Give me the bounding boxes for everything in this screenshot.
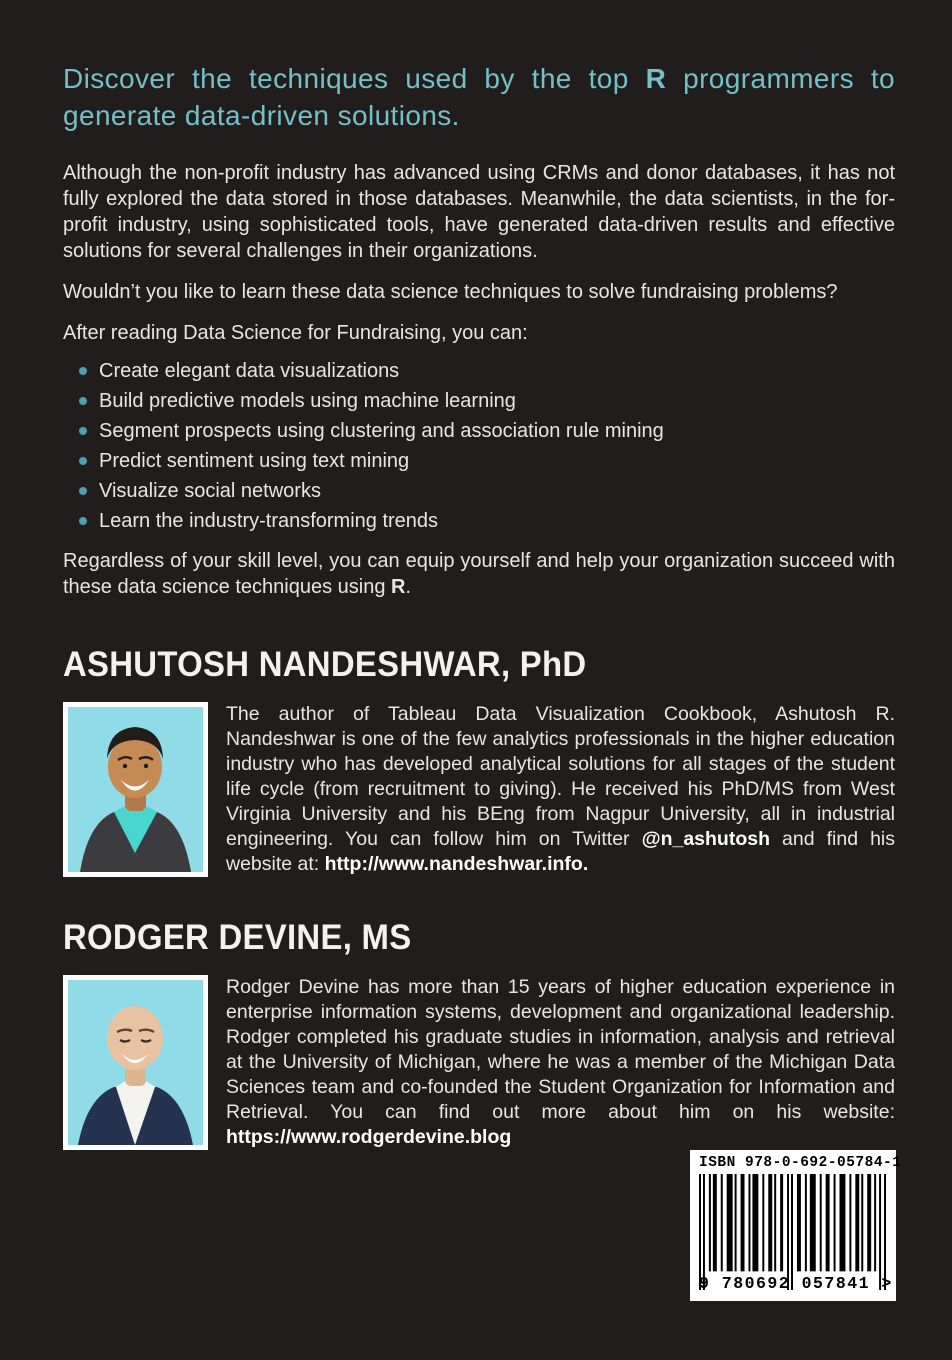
after-reading-line: After reading Data Science for Fundraising, you can: bbox=[63, 322, 528, 344]
list-item-label: Build predictive models using machine learning bbox=[99, 390, 516, 412]
list-item bbox=[63, 476, 895, 506]
list-item-label: Segment prospects using clustering and association rule mining bbox=[99, 420, 664, 442]
list-item-label: Visualize social networks bbox=[99, 480, 321, 502]
bullet-icon bbox=[79, 487, 87, 495]
tagline-heading bbox=[63, 60, 895, 134]
list-item bbox=[63, 416, 895, 446]
bio-text: Rodger Devine has more than 15 years of higher education experience in enterprise information systems, development and organizational leadership. Rodger completed his graduate studies in information, analysis and retrieval at the University of Michigan, where he was a member of the Michigan Data Sciences team and co-founded the Student Organization for Information and Retrieval. You can find out more about him on his website: bbox=[226, 976, 895, 1123]
list-item bbox=[63, 356, 895, 386]
closing-text-post: . bbox=[405, 576, 412, 598]
author-section-nandeshwar bbox=[63, 646, 895, 877]
question-line: Wouldn’t you like to learn these data science techniques to solve fundraising problems? bbox=[63, 281, 838, 303]
website-url: http://www.nandeshwar.info. bbox=[324, 853, 589, 875]
author-name-heading: RODGER DEVINE, MS bbox=[63, 918, 412, 957]
twitter-handle: @n_ashutosh bbox=[641, 828, 771, 850]
bullet-icon bbox=[79, 457, 87, 465]
list-item-label: Create elegant data visualizations bbox=[99, 360, 400, 382]
bio-text: and find his website at: bbox=[226, 828, 895, 875]
list-item bbox=[63, 446, 895, 476]
author-portrait-illustration bbox=[68, 980, 203, 1145]
bullet-icon bbox=[79, 367, 87, 375]
list-item-label: Learn the industry-transforming trends bbox=[99, 510, 439, 532]
bullet-icon bbox=[79, 517, 87, 525]
author-photo-devine bbox=[63, 975, 208, 1150]
intro-paragraph: Although the non-profit industry has advanced using CRMs and donor databases, it has not fully explored the data stored in those databases. Meanwhile, the data scientists, in the for-profit industry, using sophisticated tools, have generated data-driven results and effective solutions for several challenges in their organizations. bbox=[63, 162, 895, 262]
tagline-text-pre: Discover the techniques used by the top bbox=[63, 63, 646, 94]
author-row bbox=[63, 975, 895, 1150]
author-bio bbox=[226, 702, 895, 877]
barcode-bars-icon bbox=[699, 1174, 887, 1290]
tagline-text-post: programmers to generate data-driven solutions. bbox=[63, 63, 896, 131]
author-bio bbox=[226, 975, 895, 1150]
author-row bbox=[63, 702, 895, 877]
author-name-heading: ASHUTOSH NANDESHWAR, PhD bbox=[63, 645, 587, 684]
isbn-label: ISBN 978-0-692-05784-1 bbox=[699, 1155, 902, 1171]
tagline-r-bold: R bbox=[645, 63, 667, 94]
author-section-devine bbox=[63, 919, 895, 1150]
author-portrait-illustration bbox=[68, 707, 203, 872]
isbn-digits: 9 780692 057841 > bbox=[699, 1274, 893, 1293]
benefits-list bbox=[63, 356, 895, 536]
list-item bbox=[63, 506, 895, 536]
list-item bbox=[63, 386, 895, 416]
website-url: https://www.rodgerdevine.blog bbox=[226, 1126, 512, 1148]
closing-paragraph bbox=[63, 548, 895, 600]
bio-text: The author of Tableau Data Visualization Cookbook, Ashutosh R. Nandeshwar is one of the few analytics professionals in the higher education industry who has developed analytical solutions for all stages of the student life cycle (from recruitment to giving). He received his PhD/MS from West Virginia University and his BEng from Nagpur University, all in industrial engineering. You can follow him on Twitter bbox=[226, 703, 895, 850]
closing-r-bold: R bbox=[391, 576, 406, 598]
bullet-icon bbox=[79, 397, 87, 405]
author-photo-nandeshwar bbox=[63, 702, 208, 877]
bullet-icon bbox=[79, 427, 87, 435]
isbn-barcode bbox=[690, 1150, 902, 1301]
list-item-label: Predict sentiment using text mining bbox=[99, 450, 410, 472]
closing-text-pre: Regardless of your skill level, you can equip yourself and help your organization succeed with these data science techniques using bbox=[63, 550, 895, 598]
